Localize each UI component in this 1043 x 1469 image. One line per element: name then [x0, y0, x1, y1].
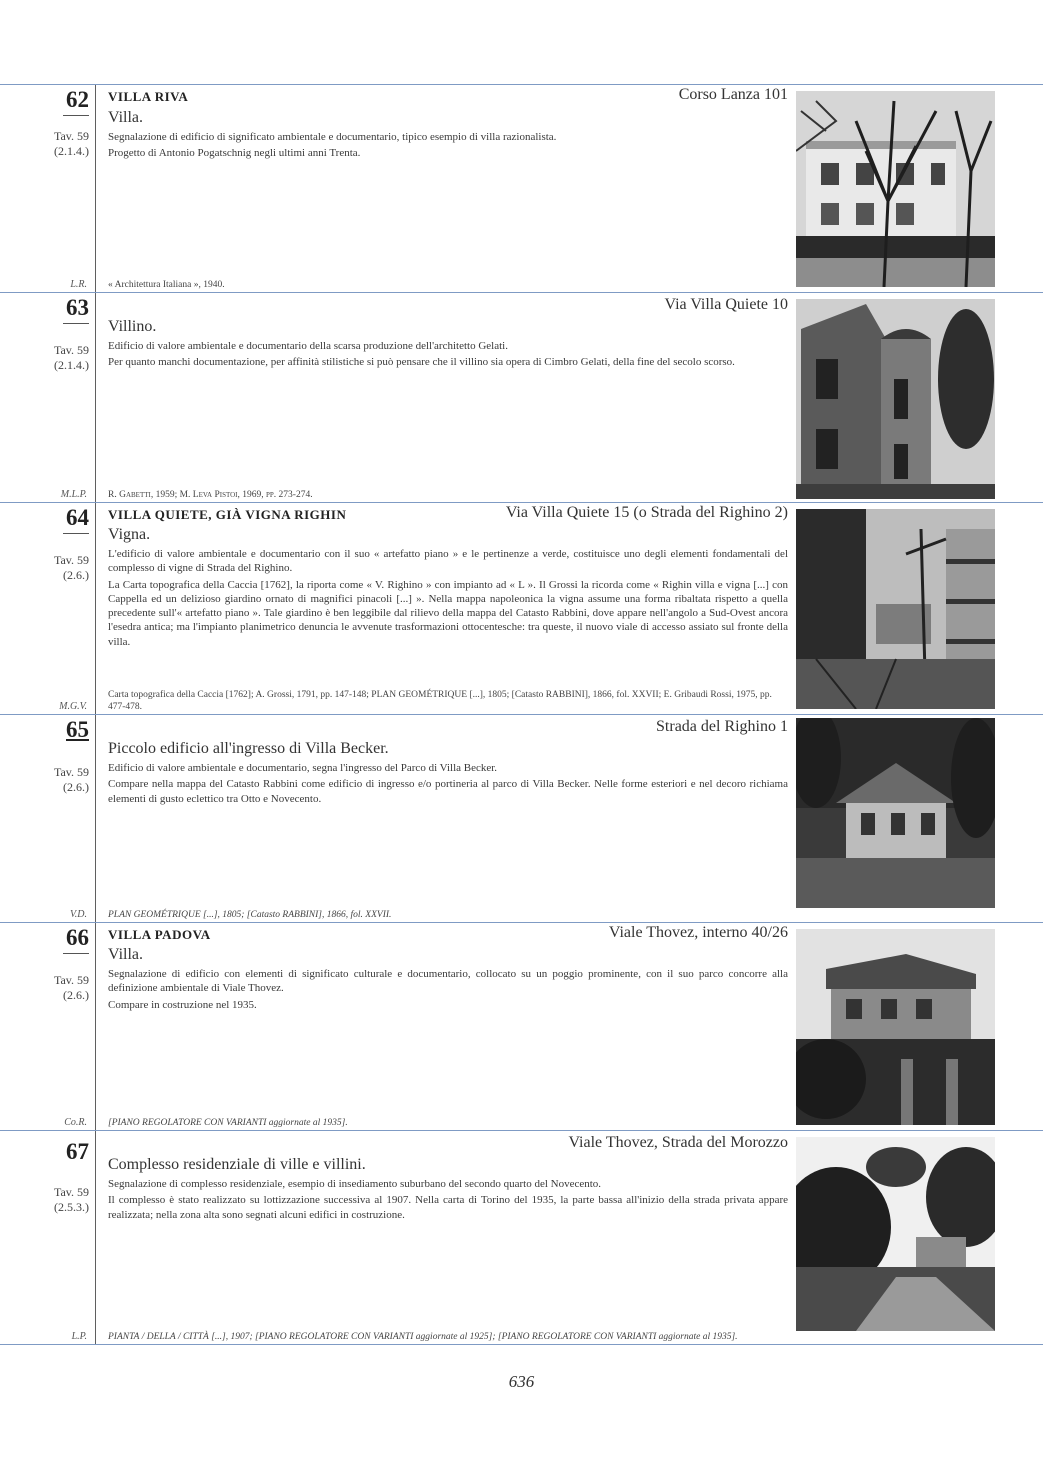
bibliography: [PIANO REGOLATORE CON VARIANTI aggiornate al 1935].	[108, 1118, 348, 1128]
building-address: Via Villa Quiete 15 (o Strada del Righino 2)	[505, 504, 788, 521]
photo-villa-riva	[796, 91, 995, 287]
classification-code: (2.5.3.)	[54, 1200, 89, 1214]
author-initials: M.G.V.	[59, 701, 87, 712]
bibliography: « Architettura Italiana », 1940.	[108, 280, 225, 290]
plate-number: Tav. 59	[53, 765, 89, 779]
entry-number: 66	[66, 925, 89, 950]
plate-number: Tav. 59	[53, 553, 89, 567]
photo-villino-gelati	[796, 299, 995, 499]
entry-number: 67	[66, 1139, 89, 1164]
page-number: 636	[508, 1372, 535, 1391]
building-type: Piccolo edificio all'ingresso di Villa Becker.	[108, 740, 389, 757]
building-type: Vigna.	[108, 526, 151, 543]
building-address: Viale Thovez, interno 40/26	[608, 924, 788, 941]
description-paragraph: Compare nella mappa del Catasto Rabbini come edificio di ingresso e/o portineria al parco di Villa Becker. Nelle forme esteriori e nel decoro richiama elementi di gusto eclettico tra Otto e Novecento.	[108, 778, 788, 805]
author-initials: L.P.	[71, 1331, 87, 1342]
bibliography: PLAN GEOMÉTRIQUE [...], 1805; [Catasto RABBINI], 1866, fol. XXVII.	[108, 910, 392, 920]
entry-number: 62	[66, 87, 89, 112]
description-paragraph: Per quanto manchi documentazione, per affinità stilistiche si può pensare che il villino sia opera di Cimbro Gelati, della fine del secolo scorso.	[108, 356, 735, 369]
plate-reference	[54, 973, 89, 1003]
number-underline	[63, 323, 89, 324]
photo-residential-complex	[796, 1137, 995, 1331]
author-initials: M.L.P.	[60, 489, 87, 500]
photo-villa-becker-lodge	[796, 718, 995, 908]
catalog-entry	[0, 1130, 1043, 1345]
building-type: Villa.	[108, 946, 144, 963]
plate-reference	[54, 553, 89, 583]
bottom-rule	[0, 1344, 1043, 1345]
bibliography: PIANTA / DELLA / CITTÀ [...], 1907; [PIANO REGOLATORE CON VARIANTI aggiornate al 1925]; [PIANO REGOLATORE CON VARIANTI aggiornate al 1935].	[108, 1332, 738, 1342]
author-initials: L.R.	[70, 279, 87, 290]
entry-number-column	[0, 715, 96, 923]
catalog-entry	[0, 502, 1043, 715]
entry-number: 65	[66, 717, 89, 742]
entry-text	[108, 503, 788, 715]
plate-number: Tav. 59	[53, 973, 89, 987]
building-name: VILLA QUIETE, GIÀ VIGNA RIGHIN	[108, 507, 347, 522]
building-name: VILLA RIVA	[108, 89, 189, 104]
entry-number: 63	[66, 295, 89, 320]
description-paragraph: Segnalazione di complesso residenziale, esempio di insediamento suburbano del secondo quarto del Novecento.	[108, 1178, 602, 1190]
classification-code: (2.6.)	[63, 568, 89, 582]
plate-reference	[54, 343, 89, 373]
building-name: VILLA PADOVA	[108, 927, 211, 942]
number-underline	[63, 953, 89, 954]
photo-villa-quiete	[796, 509, 995, 709]
description-paragraph: Segnalazione di edificio di significato ambientale e documentario, tipico esempio di villa razionalista.	[108, 131, 557, 143]
entry-number-column	[0, 1131, 96, 1345]
entry-description	[108, 130, 788, 163]
catalog-entry	[0, 292, 1043, 503]
catalog-entry	[0, 922, 1043, 1131]
bibliography: R. Gabetti, 1959; M. Leva Pistoi, 1969, pp. 273-274.	[108, 490, 313, 500]
entry-number-column	[0, 293, 96, 503]
description-paragraph: Compare in costruzione nel 1935.	[108, 998, 257, 1011]
entry-description	[108, 761, 788, 808]
classification-code: (2.6.)	[63, 988, 89, 1002]
author-initials: Co.R.	[64, 1117, 87, 1128]
author-initials: V.D.	[69, 909, 87, 920]
entry-text	[108, 715, 788, 923]
plate-number: Tav. 59	[53, 129, 89, 143]
bibliography: Carta topografica della Caccia [1762]; A. Grossi, 1791, pp. 147-148; PLAN GEOMÉTRIQUE [...], 1805; [Catasto RABBINI], 1866, fol. XXVII; E. Gribaudi Rossi, 1975, pp. 477-478.	[108, 690, 772, 712]
description-paragraph: Il complesso è stato realizzato su lottizzazione successiva al 1907. Nella carta di Torino del 1935, la parte bassa all'inizio della strada privata appare realizzata; nella zona alta sono segnati alcuni edifici in costruzione.	[108, 1194, 788, 1221]
building-address: Via Villa Quiete 10	[664, 296, 788, 313]
number-underline	[63, 533, 89, 534]
building-address: Corso Lanza 101	[678, 86, 788, 103]
building-address: Strada del Righino 1	[656, 718, 788, 735]
building-type: Complesso residenziale di ville e villini.	[108, 1156, 366, 1173]
catalog-entry	[0, 714, 1043, 923]
building-address: Viale Thovez, Strada del Morozzo	[568, 1134, 788, 1151]
catalog-entry	[0, 84, 1043, 293]
entry-number-column	[0, 85, 96, 293]
entry-text	[108, 1131, 788, 1345]
classification-code: (2.1.4.)	[54, 358, 89, 372]
description-paragraph: Segnalazione di edificio con elementi di significato culturale e documentario, collocato su un poggio prominente, con il suo parco concorre alla definizione ambientale di Viale Thovez.	[108, 968, 788, 995]
entry-number-column	[0, 923, 96, 1131]
plate-reference	[54, 129, 89, 159]
building-type: Villino.	[108, 318, 157, 335]
photo-villa-padova	[796, 929, 995, 1125]
entry-text	[108, 85, 788, 293]
entry-number: 64	[66, 505, 89, 530]
description-paragraph: L'edificio di valore ambientale e documentario con il suo « artefatto piano » e le pertinenze a verde, costituisce uno degli elementi fondamentali del complesso di vigne di Strada del Righino.	[108, 548, 788, 575]
plate-number: Tav. 59	[53, 343, 89, 357]
entry-number-column	[0, 503, 96, 715]
entry-text	[108, 293, 788, 503]
number-underline	[63, 115, 89, 116]
entry-description	[108, 547, 788, 651]
entry-description	[108, 967, 788, 1014]
classification-code: (2.1.4.)	[54, 144, 89, 158]
classification-code: (2.6.)	[63, 780, 89, 794]
building-type: Villa.	[108, 109, 144, 126]
description-paragraph: Progetto di Antonio Pogatschnig negli ultimi anni Trenta.	[108, 147, 361, 160]
description-paragraph: La Carta topografica della Caccia [1762], la riporta come « V. Righino » con impianto ad « L ». Il Grossi la ricorda come « Righin villa e vigna [...] con Cappella ed un delizioso giardino ornato di magnifici pinacoli [...] ». Nella mappa napoleonica la vigna assume una forma ribaltata rispetto a quella precedente sull'« artefatto piano ». Tale giardino è ben leggibile dal rilievo della mappa del Catasto Rabbini, dove appare nell'angolo a Sud-Ovest ancora l'esedra antica; ma l'impianto planimetrico denuncia le avvenute trasformazioni ottocentesche: tra queste, il nuovo viale di accesso assiato sul fronte della villa.	[108, 578, 788, 648]
description-paragraph: Edificio di valore ambientale e documentario della scarsa produzione dell'architetto Gelati.	[108, 340, 508, 352]
description-paragraph: Edificio di valore ambientale e documentario, segna l'ingresso del Parco di Villa Becker.	[108, 762, 498, 774]
entry-description	[108, 339, 788, 372]
plate-number: Tav. 59	[53, 1185, 89, 1199]
plate-reference	[54, 1185, 89, 1215]
entry-description	[108, 1177, 788, 1224]
entry-text	[108, 923, 788, 1131]
plate-reference	[54, 765, 89, 795]
